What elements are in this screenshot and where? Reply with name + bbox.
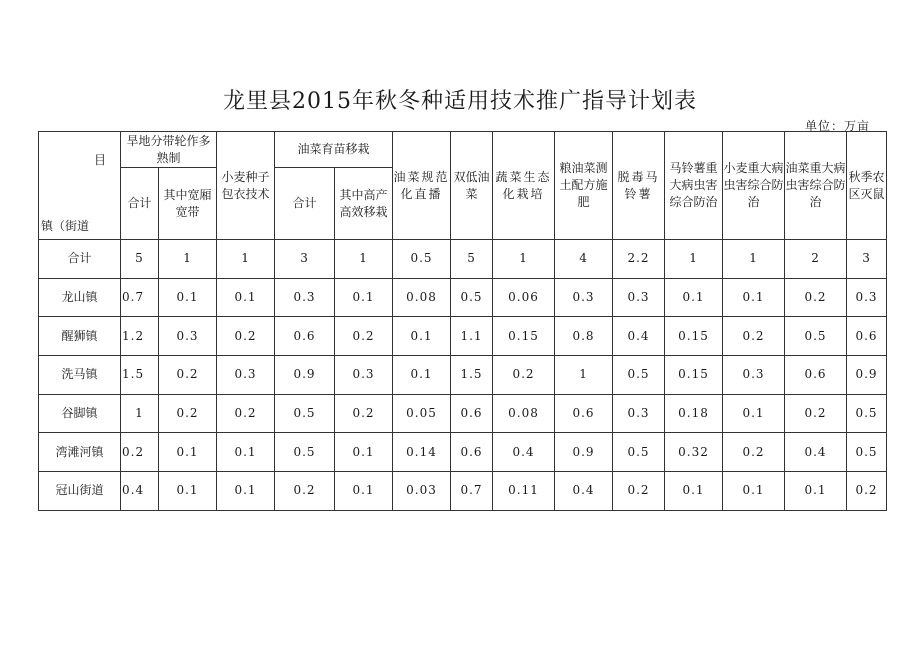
table-cell: 0.2	[217, 317, 275, 356]
table-cell: 0.3	[159, 317, 217, 356]
table-cell: 0.2	[493, 356, 555, 395]
table-cell: 0.11	[493, 472, 555, 511]
table-cell: 1	[217, 240, 275, 279]
table-cell: 0.5	[847, 394, 887, 433]
header-rapeseed-transplant: 油菜育苗移栽	[275, 132, 393, 168]
table-cell: 0.5	[393, 240, 451, 279]
table-cell: 0.6	[275, 317, 335, 356]
table-cell: 0.03	[393, 472, 451, 511]
table-cell: 1	[665, 240, 723, 279]
table-cell: 0.5	[847, 433, 887, 472]
table-cell: 0.32	[665, 433, 723, 472]
table-cell: 0.6	[451, 433, 493, 472]
table-cell: 0.1	[785, 472, 847, 511]
table-cell: 0.3	[723, 356, 785, 395]
table-cell: 1.1	[451, 317, 493, 356]
table-cell: 0.3	[275, 278, 335, 317]
table-cell: 0.2	[785, 278, 847, 317]
table-cell: 1	[555, 356, 613, 395]
header-vegetable-eco-cultivation: 蔬菜生态化栽培	[493, 132, 555, 240]
table-body	[39, 240, 887, 511]
table-cell: 0.2	[159, 394, 217, 433]
table-cell: 0.15	[665, 317, 723, 356]
table-cell: 0.3	[335, 356, 393, 395]
table-cell: 0.1	[393, 317, 451, 356]
table-cell: 0.5	[275, 394, 335, 433]
table-cell: 0.3	[613, 394, 665, 433]
table-row	[39, 433, 887, 472]
header-dryland-wide-strip: 其中宽厢宽带	[159, 168, 217, 240]
table-cell: 0.4	[785, 433, 847, 472]
table-cell: 0.06	[493, 278, 555, 317]
plan-table	[38, 131, 887, 511]
table-cell: 0.5	[613, 356, 665, 395]
table-row	[39, 278, 887, 317]
table-cell: 0.7	[451, 472, 493, 511]
table-cell: 0.6	[785, 356, 847, 395]
table-cell: 0.5	[613, 433, 665, 472]
table-cell: 0.9	[275, 356, 335, 395]
table-cell: 0.1	[217, 472, 275, 511]
table-cell: 0.08	[393, 278, 451, 317]
table-cell: 0.5	[451, 278, 493, 317]
header-rapeseed-direct-seeding: 油菜规范化直播	[393, 132, 451, 240]
table-cell: 0.4	[121, 472, 159, 511]
table-cell: 0.3	[217, 356, 275, 395]
table-cell: 0.2	[723, 433, 785, 472]
table-cell: 0.3	[555, 278, 613, 317]
table-row	[39, 394, 887, 433]
header-rodent-control: 秋季农区灭鼠	[847, 132, 887, 240]
table-cell: 0.1	[217, 278, 275, 317]
table-header	[39, 132, 887, 240]
table-cell: 0.1	[159, 472, 217, 511]
table-cell: 0.2	[335, 394, 393, 433]
table-cell: 1	[335, 240, 393, 279]
table-cell: 0.1	[335, 472, 393, 511]
table-cell: 0.6	[555, 394, 613, 433]
header-soil-testing-fertilization: 粮油菜测土配方施肥	[555, 132, 613, 240]
table-cell: 0.7	[121, 278, 159, 317]
row-town-name: 洗马镇	[39, 356, 121, 395]
header-double-low-rapeseed: 双低油菜	[451, 132, 493, 240]
table-cell: 1.5	[451, 356, 493, 395]
table-cell: 1.2	[121, 317, 159, 356]
header-corner-town: 镇（街道	[41, 219, 90, 233]
table-cell: 0.1	[335, 278, 393, 317]
table-cell: 0.2	[613, 472, 665, 511]
header-rapeseed-pest-control: 油菜重大病虫害综合防治	[785, 132, 847, 240]
table-cell: 0.2	[723, 317, 785, 356]
table-cell: 0.1	[335, 433, 393, 472]
table-cell: 0.1	[723, 278, 785, 317]
table-cell: 0.9	[847, 356, 887, 395]
table-cell: 0.5	[275, 433, 335, 472]
table-cell: 0.2	[275, 472, 335, 511]
table-cell: 0.4	[613, 317, 665, 356]
table-cell: 0.1	[217, 433, 275, 472]
row-town-name: 醒狮镇	[39, 317, 121, 356]
table-cell: 3	[847, 240, 887, 279]
table-cell: 0.2	[121, 433, 159, 472]
table-cell: 1	[159, 240, 217, 279]
unit-label: 单位：万亩	[805, 119, 871, 133]
table-cell: 0.6	[847, 317, 887, 356]
table-cell: 0.1	[159, 433, 217, 472]
table-row	[39, 472, 887, 511]
header-corner	[39, 132, 121, 240]
table-cell: 0.1	[393, 356, 451, 395]
table-cell: 0.18	[665, 394, 723, 433]
table-cell: 1	[723, 240, 785, 279]
table-cell: 0.05	[393, 394, 451, 433]
table-cell: 0.2	[217, 394, 275, 433]
table-cell: 0.2	[847, 472, 887, 511]
table-cell: 0.2	[785, 394, 847, 433]
table-cell: 0.9	[555, 433, 613, 472]
header-dryland-total: 合计	[121, 168, 159, 240]
table-cell: 1.5	[121, 356, 159, 395]
table-cell: 0.5	[785, 317, 847, 356]
row-town-name: 龙山镇	[39, 278, 121, 317]
table-cell: 0.1	[665, 472, 723, 511]
table-cell: 2.2	[613, 240, 665, 279]
table-cell: 4	[555, 240, 613, 279]
table-cell: 0.6	[451, 394, 493, 433]
table-cell: 0.8	[555, 317, 613, 356]
header-transplant-total: 合计	[275, 168, 335, 240]
table-cell: 1	[121, 394, 159, 433]
header-transplant-high-yield: 其中高产高效移栽	[335, 168, 393, 240]
table-cell: 5	[121, 240, 159, 279]
header-wheat-seed-coating: 小麦种子包衣技术	[217, 132, 275, 240]
table-cell: 0.4	[555, 472, 613, 511]
page-title: 龙里县2015年秋冬种适用技术推广指导计划表	[223, 89, 697, 114]
header-potato-pest-control: 马铃薯重大病虫害综合防治	[665, 132, 723, 240]
table-cell: 0.1	[723, 472, 785, 511]
header-dryland-rotation: 旱地分带轮作多熟制	[121, 132, 217, 168]
table-row	[39, 356, 887, 395]
table-cell: 0.15	[493, 317, 555, 356]
table-cell: 0.1	[159, 278, 217, 317]
table-cell: 0.2	[335, 317, 393, 356]
row-town-name: 湾滩河镇	[39, 433, 121, 472]
table-cell: 0.2	[159, 356, 217, 395]
table-cell: 0.15	[665, 356, 723, 395]
table-cell: 0.08	[493, 394, 555, 433]
header-wheat-pest-control: 小麦重大病虫害综合防治	[723, 132, 785, 240]
table-row	[39, 317, 887, 356]
table-cell: 2	[785, 240, 847, 279]
table-cell: 1	[493, 240, 555, 279]
table-cell: 5	[451, 240, 493, 279]
table-cell: 0.1	[665, 278, 723, 317]
table-cell: 0.3	[613, 278, 665, 317]
row-town-name: 合计	[39, 240, 121, 279]
table-cell: 0.4	[493, 433, 555, 472]
table-row	[39, 240, 887, 279]
table-cell: 0.14	[393, 433, 451, 472]
row-town-name: 谷脚镇	[39, 394, 121, 433]
table-cell: 0.3	[847, 278, 887, 317]
table-cell: 0.1	[723, 394, 785, 433]
table-cell: 3	[275, 240, 335, 279]
row-town-name: 冠山街道	[39, 472, 121, 511]
header-virus-free-potato: 脱毒马铃薯	[613, 132, 665, 240]
header-corner-item: 目	[93, 153, 106, 167]
